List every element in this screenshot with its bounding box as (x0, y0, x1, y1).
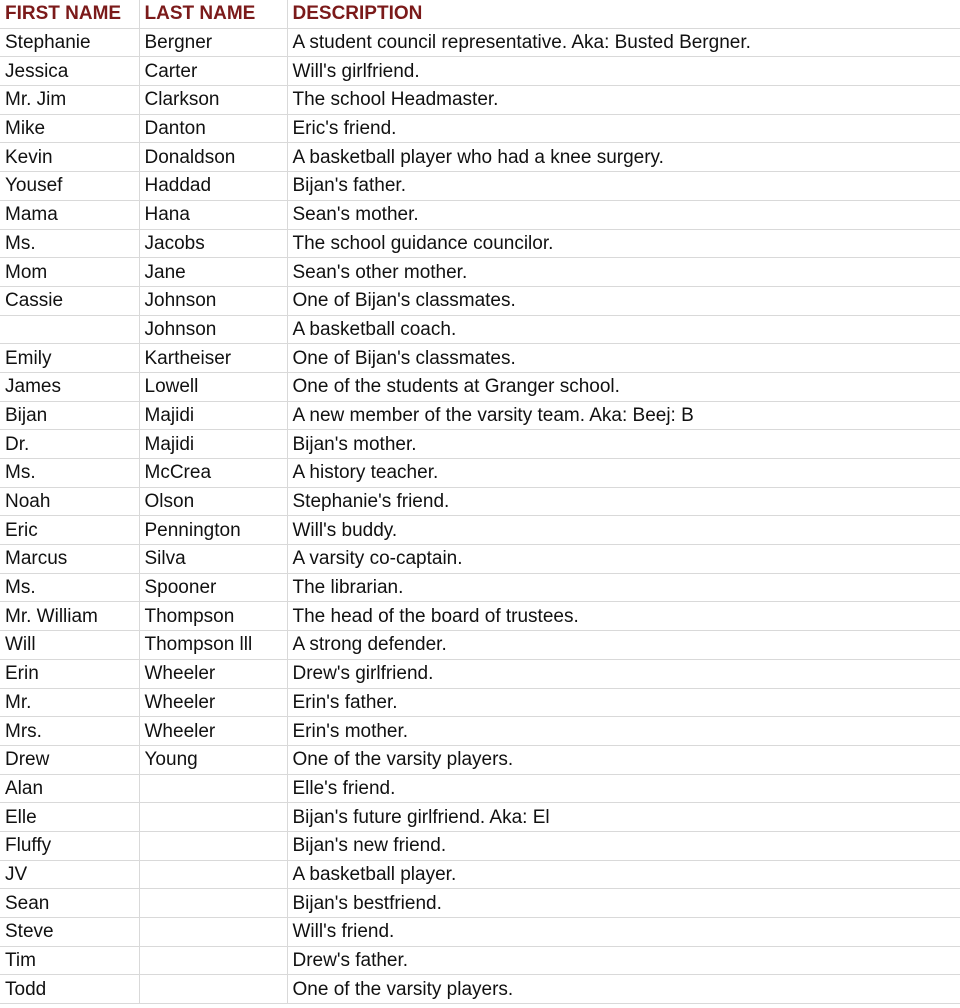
last-name-cell: Thompson lll (139, 631, 287, 660)
last-name-cell: Hana (139, 200, 287, 229)
description-cell: Eric's friend. (287, 114, 960, 143)
last-name-cell (139, 803, 287, 832)
table-row (0, 315, 960, 344)
table-row (0, 717, 960, 746)
description-cell: Erin's father. (287, 688, 960, 717)
first-name-cell: Steve (0, 918, 139, 947)
first-name-cell: Dr. (0, 430, 139, 459)
table-row (0, 487, 960, 516)
first-name-cell: Todd (0, 975, 139, 1004)
header-last-name: LAST NAME (139, 0, 287, 28)
description-cell: One of the varsity players. (287, 975, 960, 1004)
description-cell: Elle's friend. (287, 774, 960, 803)
last-name-cell: Carter (139, 57, 287, 86)
description-cell: Will's friend. (287, 918, 960, 947)
description-cell: The school guidance councilor. (287, 229, 960, 258)
first-name-cell: Emily (0, 344, 139, 373)
description-cell: A basketball player who had a knee surgery. (287, 143, 960, 172)
last-name-cell: McCrea (139, 459, 287, 488)
description-cell: The school Headmaster. (287, 86, 960, 115)
description-cell: One of Bijan's classmates. (287, 344, 960, 373)
table-row (0, 688, 960, 717)
description-cell: Drew's girlfriend. (287, 659, 960, 688)
last-name-cell: Bergner (139, 28, 287, 57)
first-name-cell: Will (0, 631, 139, 660)
last-name-cell: Johnson (139, 315, 287, 344)
table-row (0, 889, 960, 918)
last-name-cell: Pennington (139, 516, 287, 545)
first-name-cell (0, 315, 139, 344)
description-cell: Sean's mother. (287, 200, 960, 229)
last-name-cell: Young (139, 745, 287, 774)
table-row (0, 229, 960, 258)
header-description: DESCRIPTION (287, 0, 960, 28)
first-name-cell: Mr. William (0, 602, 139, 631)
table-row (0, 258, 960, 287)
description-cell: Bijan's new friend. (287, 831, 960, 860)
last-name-cell: Johnson (139, 286, 287, 315)
last-name-cell (139, 774, 287, 803)
description-cell: Sean's other mother. (287, 258, 960, 287)
table-row (0, 631, 960, 660)
table-row (0, 86, 960, 115)
table-row (0, 459, 960, 488)
first-name-cell: James (0, 372, 139, 401)
last-name-cell: Donaldson (139, 143, 287, 172)
table-row (0, 918, 960, 947)
first-name-cell: Kevin (0, 143, 139, 172)
first-name-cell: Mr. (0, 688, 139, 717)
last-name-cell: Jane (139, 258, 287, 287)
first-name-cell: Marcus (0, 545, 139, 574)
description-cell: The librarian. (287, 573, 960, 602)
last-name-cell (139, 946, 287, 975)
description-cell: One of the students at Granger school. (287, 372, 960, 401)
first-name-cell: Ms. (0, 573, 139, 602)
table-row (0, 975, 960, 1004)
last-name-cell: Lowell (139, 372, 287, 401)
first-name-cell: Eric (0, 516, 139, 545)
last-name-cell: Wheeler (139, 717, 287, 746)
table-row (0, 401, 960, 430)
table-row (0, 172, 960, 201)
description-cell: A basketball player. (287, 860, 960, 889)
description-cell: Bijan's bestfriend. (287, 889, 960, 918)
table-row (0, 516, 960, 545)
table-row (0, 143, 960, 172)
table-row (0, 57, 960, 86)
table-row (0, 946, 960, 975)
table-row (0, 860, 960, 889)
table-row (0, 745, 960, 774)
first-name-cell: Cassie (0, 286, 139, 315)
description-cell: Will's girlfriend. (287, 57, 960, 86)
description-cell: Drew's father. (287, 946, 960, 975)
first-name-cell: Ms. (0, 459, 139, 488)
table-row (0, 114, 960, 143)
table-row (0, 602, 960, 631)
header-first-name: FIRST NAME (0, 0, 139, 28)
first-name-cell: JV (0, 860, 139, 889)
table-body (0, 28, 960, 1003)
description-cell: Stephanie's friend. (287, 487, 960, 516)
first-name-cell: Stephanie (0, 28, 139, 57)
last-name-cell: Kartheiser (139, 344, 287, 373)
first-name-cell: Elle (0, 803, 139, 832)
description-cell: Bijan's father. (287, 172, 960, 201)
last-name-cell: Wheeler (139, 659, 287, 688)
first-name-cell: Mr. Jim (0, 86, 139, 115)
table-row (0, 344, 960, 373)
description-cell: A new member of the varsity team. Aka: Beej: B (287, 401, 960, 430)
description-cell: One of Bijan's classmates. (287, 286, 960, 315)
last-name-cell: Spooner (139, 573, 287, 602)
table-row (0, 545, 960, 574)
first-name-cell: Sean (0, 889, 139, 918)
last-name-cell: Jacobs (139, 229, 287, 258)
first-name-cell: Bijan (0, 401, 139, 430)
table-row (0, 659, 960, 688)
last-name-cell: Majidi (139, 430, 287, 459)
first-name-cell: Drew (0, 745, 139, 774)
first-name-cell: Mrs. (0, 717, 139, 746)
table-row (0, 430, 960, 459)
last-name-cell: Wheeler (139, 688, 287, 717)
description-cell: One of the varsity players. (287, 745, 960, 774)
first-name-cell: Noah (0, 487, 139, 516)
table-row (0, 774, 960, 803)
last-name-cell (139, 975, 287, 1004)
description-cell: A basketball coach. (287, 315, 960, 344)
first-name-cell: Alan (0, 774, 139, 803)
table-row (0, 573, 960, 602)
last-name-cell: Haddad (139, 172, 287, 201)
last-name-cell (139, 860, 287, 889)
description-cell: Erin's mother. (287, 717, 960, 746)
first-name-cell: Mama (0, 200, 139, 229)
description-cell: The head of the board of trustees. (287, 602, 960, 631)
first-name-cell: Ms. (0, 229, 139, 258)
description-cell: A varsity co-captain. (287, 545, 960, 574)
table-row (0, 286, 960, 315)
description-cell: Will's buddy. (287, 516, 960, 545)
last-name-cell: Majidi (139, 401, 287, 430)
description-cell: A student council representative. Aka: Busted Bergner. (287, 28, 960, 57)
description-cell: A history teacher. (287, 459, 960, 488)
description-cell: Bijan's mother. (287, 430, 960, 459)
first-name-cell: Mom (0, 258, 139, 287)
table-row (0, 803, 960, 832)
table-row (0, 831, 960, 860)
last-name-cell: Thompson (139, 602, 287, 631)
table-row (0, 28, 960, 57)
last-name-cell: Clarkson (139, 86, 287, 115)
first-name-cell: Fluffy (0, 831, 139, 860)
first-name-cell: Erin (0, 659, 139, 688)
first-name-cell: Mike (0, 114, 139, 143)
table-row (0, 200, 960, 229)
description-cell: A strong defender. (287, 631, 960, 660)
header-row (0, 0, 960, 28)
last-name-cell (139, 889, 287, 918)
last-name-cell: Silva (139, 545, 287, 574)
first-name-cell: Yousef (0, 172, 139, 201)
description-cell: Bijan's future girlfriend. Aka: El (287, 803, 960, 832)
first-name-cell: Tim (0, 946, 139, 975)
first-name-cell: Jessica (0, 57, 139, 86)
last-name-cell (139, 918, 287, 947)
last-name-cell (139, 831, 287, 860)
table-row (0, 372, 960, 401)
last-name-cell: Olson (139, 487, 287, 516)
last-name-cell: Danton (139, 114, 287, 143)
